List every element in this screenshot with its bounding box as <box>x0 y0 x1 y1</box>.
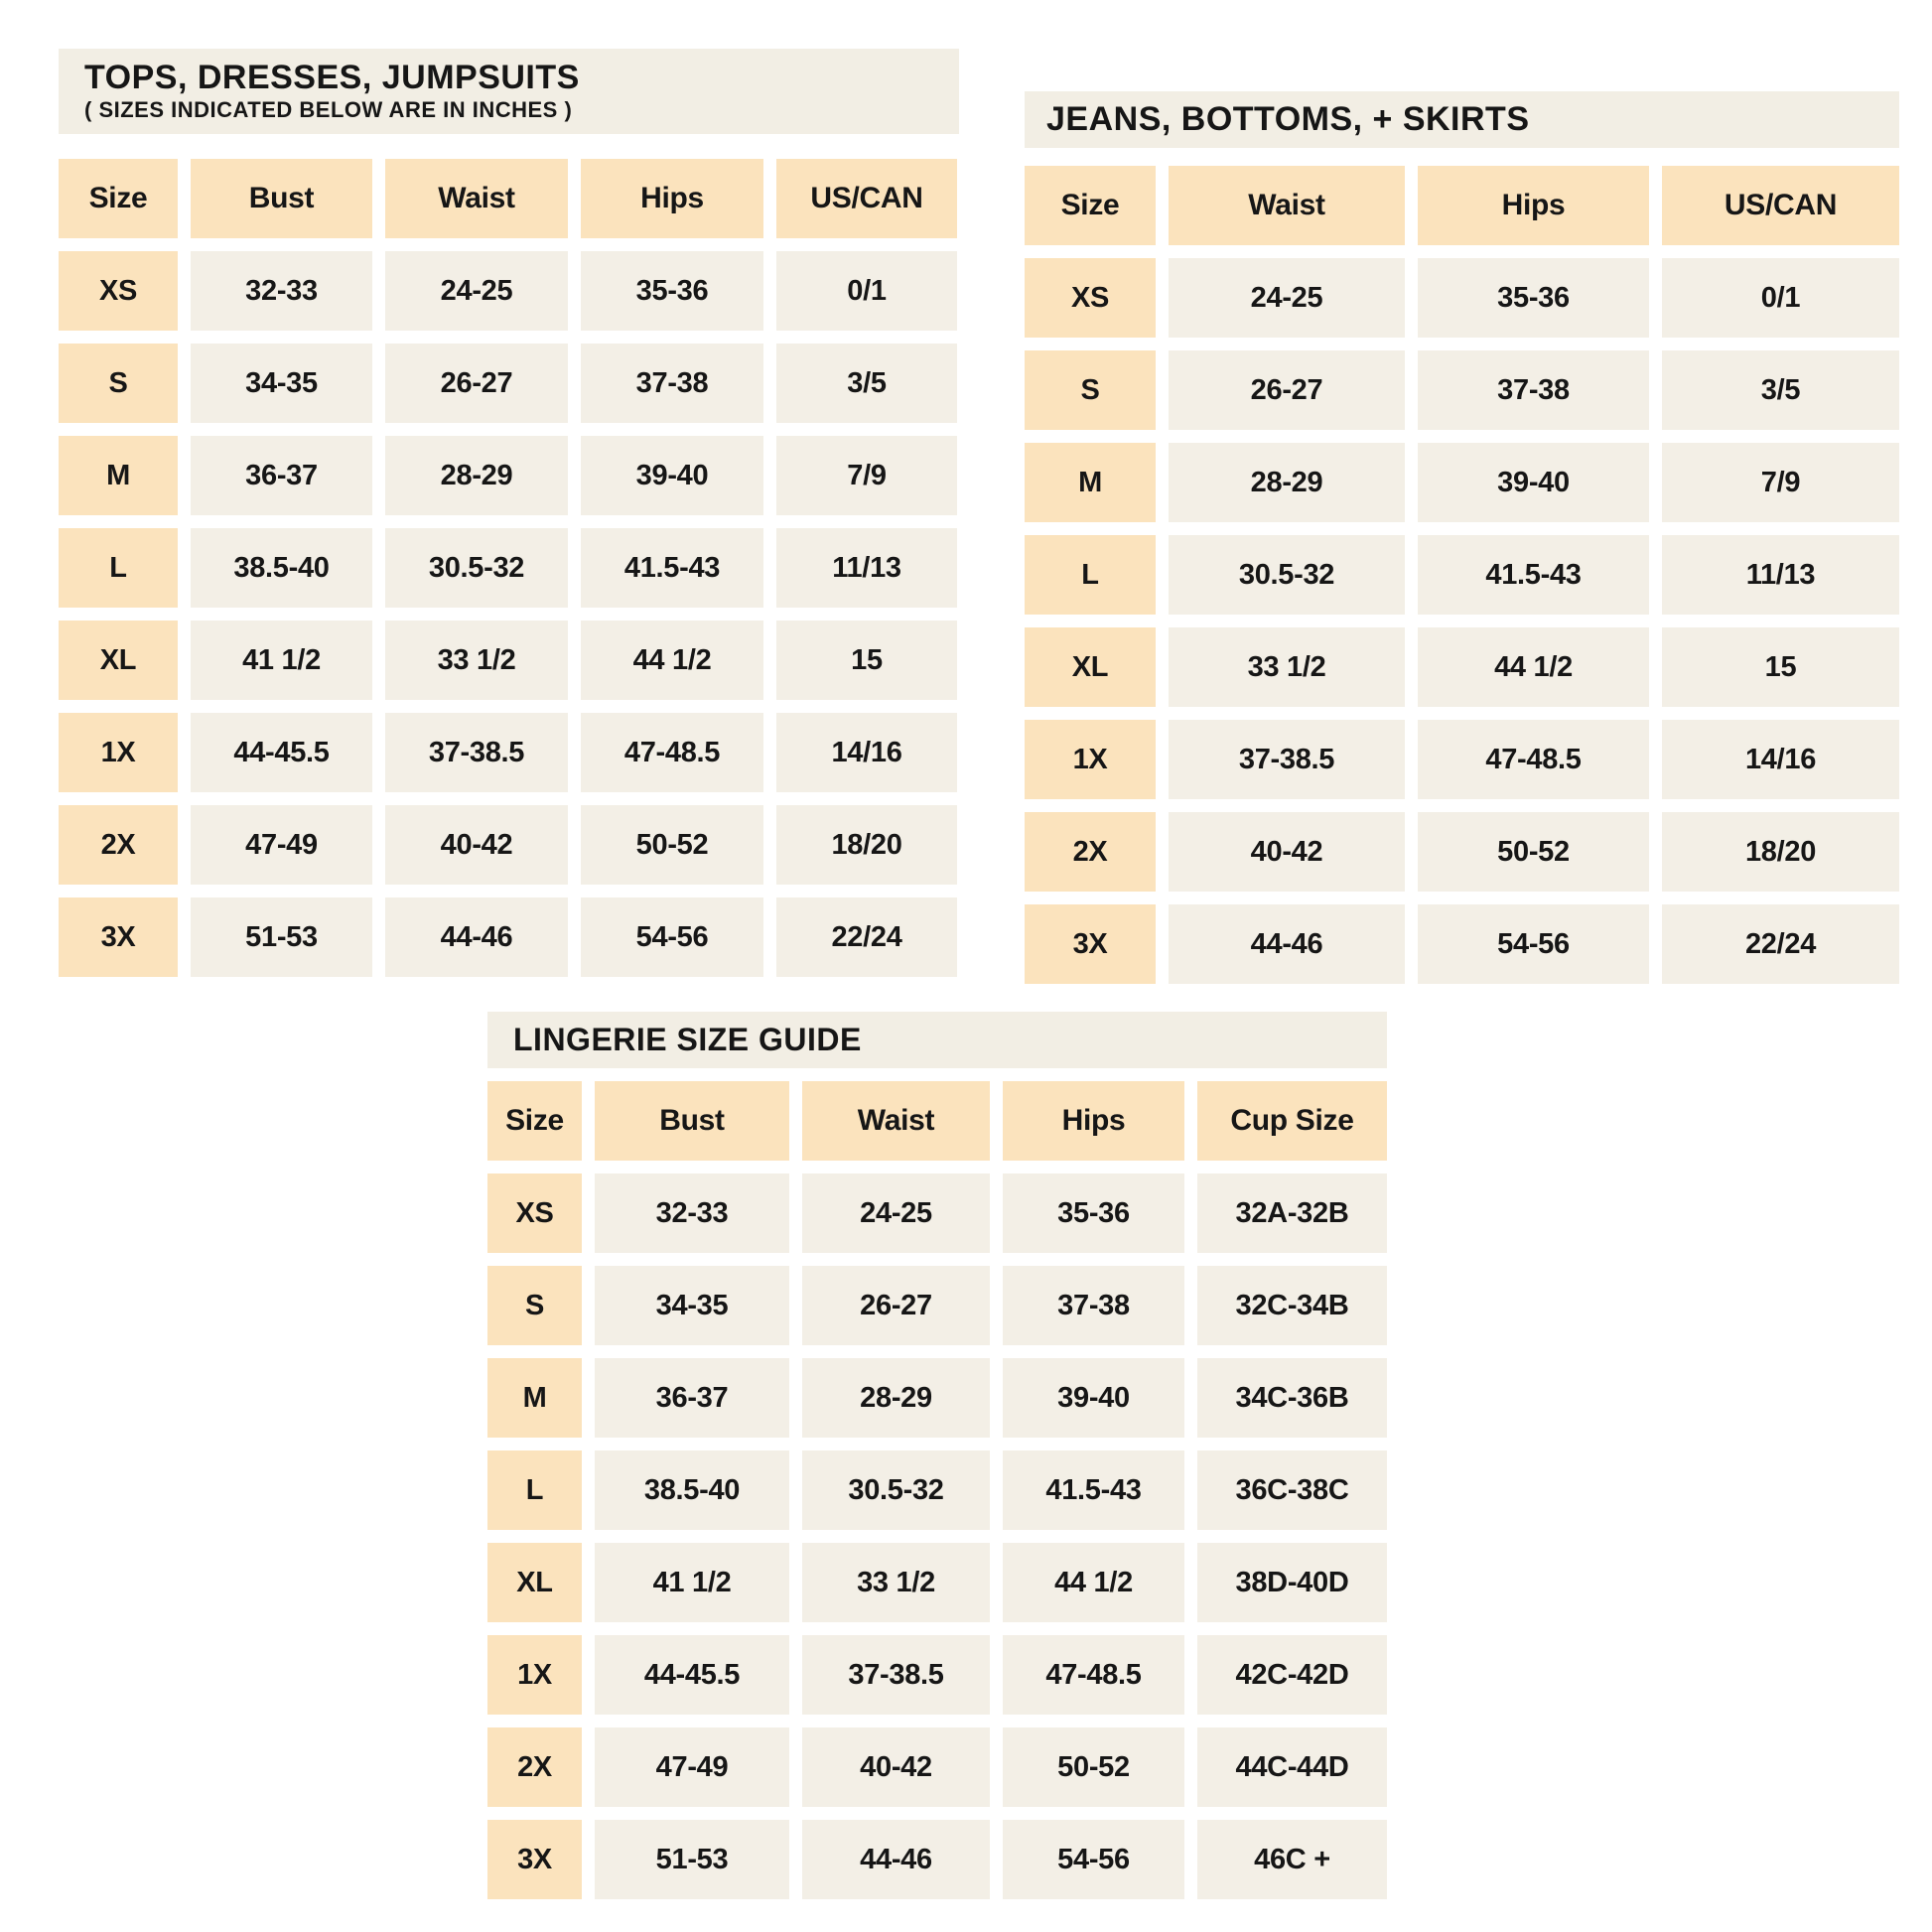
size-table-jeans-bottoms-skirts <box>1025 91 1899 984</box>
size-label-cell: M <box>59 436 178 515</box>
value-cell: 44-46 <box>1169 904 1405 984</box>
value-cell: 40-42 <box>802 1727 990 1807</box>
size-table-tops-dresses-jumpsuits <box>59 49 959 977</box>
value-cell: 44-46 <box>802 1820 990 1899</box>
size-label-cell: L <box>59 528 178 608</box>
value-cell: 41.5-43 <box>581 528 763 608</box>
column-header-hips: Hips <box>1418 166 1649 245</box>
value-cell: 34C-36B <box>1197 1358 1387 1438</box>
value-cell: 38.5-40 <box>191 528 372 608</box>
value-cell: 41 1/2 <box>595 1543 789 1622</box>
size-label-cell: 1X <box>59 713 178 792</box>
column-header-hips: Hips <box>581 159 763 238</box>
value-cell: 11/13 <box>1662 535 1899 615</box>
value-cell: 41.5-43 <box>1418 535 1649 615</box>
column-header-size: Size <box>487 1081 582 1161</box>
column-header-size: Size <box>1025 166 1156 245</box>
value-cell: 26-27 <box>385 344 568 423</box>
table-title: LINGERIE SIZE GUIDE <box>513 1022 862 1058</box>
column-header-us-can: US/CAN <box>776 159 957 238</box>
value-cell: 35-36 <box>1003 1173 1184 1253</box>
value-cell: 37-38.5 <box>1169 720 1405 799</box>
value-cell: 24-25 <box>1169 258 1405 338</box>
value-cell: 41.5-43 <box>1003 1450 1184 1530</box>
value-cell: 36-37 <box>191 436 372 515</box>
size-label-cell: 1X <box>1025 720 1156 799</box>
size-label-cell: M <box>487 1358 582 1438</box>
value-cell: 0/1 <box>1662 258 1899 338</box>
value-cell: 18/20 <box>776 805 957 885</box>
value-cell: 3/5 <box>1662 350 1899 430</box>
value-cell: 33 1/2 <box>802 1543 990 1622</box>
table-title: TOPS, DRESSES, JUMPSUITS <box>84 59 580 97</box>
value-cell: 22/24 <box>776 897 957 977</box>
value-cell: 35-36 <box>581 251 763 331</box>
size-label-cell: 2X <box>1025 812 1156 892</box>
value-cell: 47-49 <box>595 1727 789 1807</box>
value-cell: 32-33 <box>595 1173 789 1253</box>
value-cell: 46C + <box>1197 1820 1387 1899</box>
value-cell: 51-53 <box>595 1820 789 1899</box>
size-label-cell: M <box>1025 443 1156 522</box>
value-cell: 51-53 <box>191 897 372 977</box>
value-cell: 44C-44D <box>1197 1727 1387 1807</box>
value-cell: 28-29 <box>802 1358 990 1438</box>
value-cell: 39-40 <box>1418 443 1649 522</box>
table-title-bar <box>59 49 959 134</box>
value-cell: 14/16 <box>1662 720 1899 799</box>
column-header-bust: Bust <box>595 1081 789 1161</box>
value-cell: 37-38 <box>1418 350 1649 430</box>
value-cell: 26-27 <box>1169 350 1405 430</box>
value-cell: 7/9 <box>1662 443 1899 522</box>
value-cell: 34-35 <box>595 1266 789 1345</box>
size-label-cell: XS <box>59 251 178 331</box>
value-cell: 47-48.5 <box>1003 1635 1184 1715</box>
size-label-cell: L <box>1025 535 1156 615</box>
value-cell: 32-33 <box>191 251 372 331</box>
table-grid <box>487 1081 1387 1899</box>
column-header-us-can: US/CAN <box>1662 166 1899 245</box>
value-cell: 44-45.5 <box>191 713 372 792</box>
value-cell: 39-40 <box>581 436 763 515</box>
size-label-cell: S <box>1025 350 1156 430</box>
value-cell: 3/5 <box>776 344 957 423</box>
table-subtitle: ( SIZES INDICATED BELOW ARE IN INCHES ) <box>84 97 573 123</box>
value-cell: 34-35 <box>191 344 372 423</box>
value-cell: 28-29 <box>1169 443 1405 522</box>
column-header-waist: Waist <box>385 159 568 238</box>
value-cell: 37-38.5 <box>802 1635 990 1715</box>
size-table-lingerie <box>487 1012 1387 1899</box>
size-label-cell: 3X <box>487 1820 582 1899</box>
value-cell: 0/1 <box>776 251 957 331</box>
value-cell: 44 1/2 <box>581 621 763 700</box>
size-label-cell: L <box>487 1450 582 1530</box>
value-cell: 14/16 <box>776 713 957 792</box>
value-cell: 30.5-32 <box>385 528 568 608</box>
value-cell: 22/24 <box>1662 904 1899 984</box>
column-header-hips: Hips <box>1003 1081 1184 1161</box>
value-cell: 33 1/2 <box>385 621 568 700</box>
size-label-cell: 1X <box>487 1635 582 1715</box>
table-title-bar <box>1025 91 1899 148</box>
value-cell: 47-48.5 <box>581 713 763 792</box>
value-cell: 39-40 <box>1003 1358 1184 1438</box>
size-label-cell: XS <box>487 1173 582 1253</box>
value-cell: 44-45.5 <box>595 1635 789 1715</box>
column-header-waist: Waist <box>1169 166 1405 245</box>
size-label-cell: XL <box>1025 627 1156 707</box>
size-label-cell: S <box>59 344 178 423</box>
value-cell: 30.5-32 <box>1169 535 1405 615</box>
size-label-cell: XL <box>59 621 178 700</box>
table-grid <box>59 159 959 977</box>
size-label-cell: 3X <box>1025 904 1156 984</box>
value-cell: 44-46 <box>385 897 568 977</box>
value-cell: 24-25 <box>385 251 568 331</box>
size-label-cell: S <box>487 1266 582 1345</box>
value-cell: 42C-42D <box>1197 1635 1387 1715</box>
value-cell: 50-52 <box>1003 1727 1184 1807</box>
value-cell: 54-56 <box>1003 1820 1184 1899</box>
value-cell: 35-36 <box>1418 258 1649 338</box>
table-grid <box>1025 166 1899 984</box>
value-cell: 44 1/2 <box>1003 1543 1184 1622</box>
size-label-cell: XS <box>1025 258 1156 338</box>
column-header-size: Size <box>59 159 178 238</box>
value-cell: 15 <box>1662 627 1899 707</box>
value-cell: 40-42 <box>1169 812 1405 892</box>
value-cell: 38D-40D <box>1197 1543 1387 1622</box>
size-label-cell: XL <box>487 1543 582 1622</box>
value-cell: 11/13 <box>776 528 957 608</box>
value-cell: 36C-38C <box>1197 1450 1387 1530</box>
value-cell: 47-48.5 <box>1418 720 1649 799</box>
value-cell: 50-52 <box>1418 812 1649 892</box>
value-cell: 54-56 <box>1418 904 1649 984</box>
value-cell: 33 1/2 <box>1169 627 1405 707</box>
value-cell: 47-49 <box>191 805 372 885</box>
value-cell: 7/9 <box>776 436 957 515</box>
value-cell: 36-37 <box>595 1358 789 1438</box>
size-label-cell: 3X <box>59 897 178 977</box>
size-label-cell: 2X <box>487 1727 582 1807</box>
value-cell: 26-27 <box>802 1266 990 1345</box>
value-cell: 54-56 <box>581 897 763 977</box>
value-cell: 30.5-32 <box>802 1450 990 1530</box>
value-cell: 37-38.5 <box>385 713 568 792</box>
size-label-cell: 2X <box>59 805 178 885</box>
value-cell: 18/20 <box>1662 812 1899 892</box>
table-title-bar <box>487 1012 1387 1068</box>
value-cell: 15 <box>776 621 957 700</box>
value-cell: 41 1/2 <box>191 621 372 700</box>
value-cell: 44 1/2 <box>1418 627 1649 707</box>
column-header-waist: Waist <box>802 1081 990 1161</box>
value-cell: 24-25 <box>802 1173 990 1253</box>
column-header-bust: Bust <box>191 159 372 238</box>
value-cell: 32C-34B <box>1197 1266 1387 1345</box>
value-cell: 38.5-40 <box>595 1450 789 1530</box>
value-cell: 50-52 <box>581 805 763 885</box>
value-cell: 37-38 <box>581 344 763 423</box>
column-header-cup-size: Cup Size <box>1197 1081 1387 1161</box>
table-title: JEANS, BOTTOMS, + SKIRTS <box>1046 99 1530 138</box>
value-cell: 32A-32B <box>1197 1173 1387 1253</box>
value-cell: 37-38 <box>1003 1266 1184 1345</box>
value-cell: 28-29 <box>385 436 568 515</box>
value-cell: 40-42 <box>385 805 568 885</box>
